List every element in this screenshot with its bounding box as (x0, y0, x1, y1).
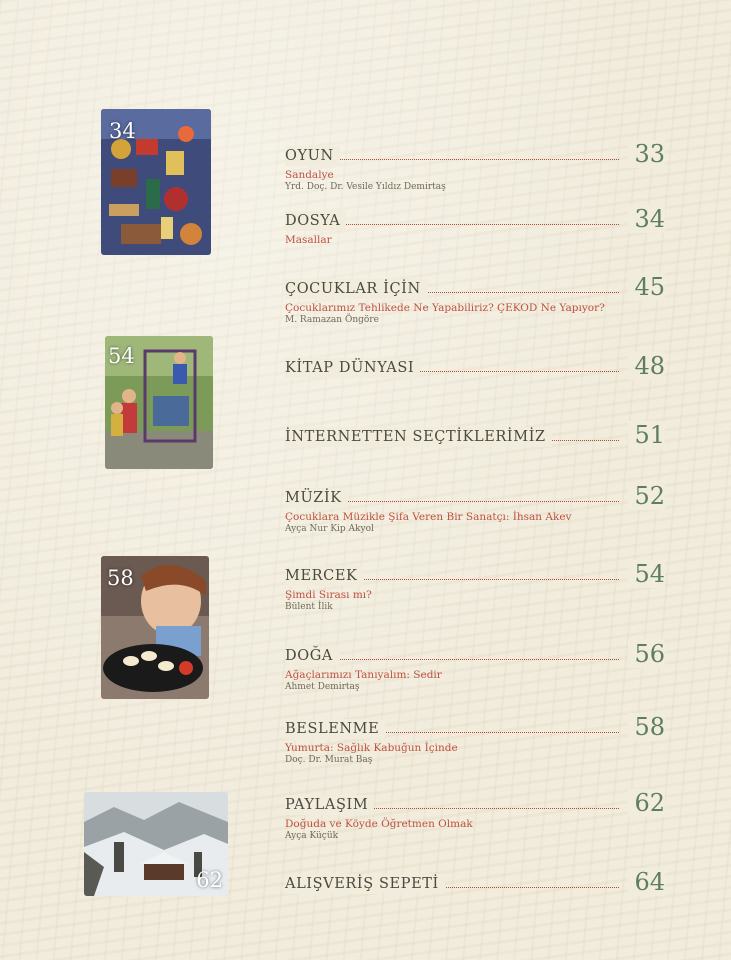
section-title: KİTAP DÜNYASI (285, 358, 420, 378)
article-title: Sandalye (285, 169, 334, 181)
page-number: 58 (628, 713, 665, 741)
page-number: 52 (628, 482, 665, 510)
toc-entry-paylasim[interactable] (285, 789, 665, 842)
page-number: 56 (628, 640, 665, 668)
section-title: ÇOCUKLAR İÇİN (285, 279, 427, 299)
toc-entry-internetten-sectiklerimiz[interactable] (285, 421, 665, 451)
article-title: Şimdi Sırası mı? (285, 589, 372, 601)
section-title: MÜZİK (285, 488, 348, 508)
photo-page-number: 34 (109, 119, 136, 143)
toc-entry-dosya[interactable] (285, 205, 665, 247)
toc-entry-doga[interactable] (285, 640, 665, 693)
toc-entry-oyun[interactable] (285, 140, 665, 193)
section-title: OYUN (285, 146, 340, 166)
article-title: Ağaçlarımızı Tanıyalım: Sedir (285, 669, 442, 681)
photo-child-food (101, 556, 209, 699)
page-number: 48 (628, 352, 665, 380)
author: Ayça Küçük (285, 831, 339, 841)
page-number: 45 (628, 273, 665, 301)
toc-entry-cocuklar-icin[interactable] (285, 273, 665, 326)
toc-entry-kitap-dunyasi[interactable] (285, 352, 665, 382)
photo-page-number: 58 (107, 566, 134, 590)
toc-entry-alisveris-sepeti[interactable] (285, 868, 665, 898)
toc-entry-mercek[interactable] (285, 560, 665, 613)
section-title: BESLENME (285, 719, 385, 739)
article-title: Doğuda ve Köyde Öğretmen Olmak (285, 818, 473, 830)
author: Yrd. Doç. Dr. Vesile Yıldız Demirtaş (285, 182, 446, 192)
section-title: DOSYA (285, 211, 346, 231)
author: Ahmet Demirtaş (285, 682, 360, 692)
page-number: 62 (628, 789, 665, 817)
author: Bülent İlik (285, 602, 333, 612)
article-title: Masallar (285, 234, 332, 246)
page-number: 33 (628, 140, 665, 168)
photo-page-number: 62 (196, 868, 223, 892)
section-title: PAYLAŞIM (285, 795, 374, 815)
page-number: 54 (628, 560, 665, 588)
page-number: 51 (628, 421, 665, 449)
section-title: İNTERNETTEN SEÇTİKLERİMİZ (285, 427, 552, 447)
toc-entry-muzik[interactable] (285, 482, 665, 535)
article-title: Çocuklara Müzikle Şifa Veren Bir Sanatçı: İhsan Akev (285, 511, 572, 523)
author: M. Ramazan Öngöre (285, 315, 379, 325)
section-title: DOĞA (285, 646, 339, 666)
article-title: Yumurta: Sağlık Kabuğun İçinde (285, 742, 458, 754)
section-title: ALIŞVERİŞ SEPETİ (285, 874, 445, 894)
article-title: Çocuklarımız Tehlikede Ne Yapabiliriz? ÇEKOD Ne Yapıyor? (285, 302, 605, 314)
photo-toys (101, 109, 211, 255)
toc-entry-beslenme[interactable] (285, 713, 665, 766)
page-number: 64 (628, 868, 665, 896)
photo-page-number: 54 (108, 344, 135, 368)
section-title: MERCEK (285, 566, 363, 586)
page-number: 34 (628, 205, 665, 233)
author: Doç. Dr. Murat Baş (285, 755, 373, 765)
photo-children (105, 336, 213, 469)
photo-snowy-village (84, 792, 228, 896)
author: Ayça Nur Kip Akyol (285, 524, 374, 534)
